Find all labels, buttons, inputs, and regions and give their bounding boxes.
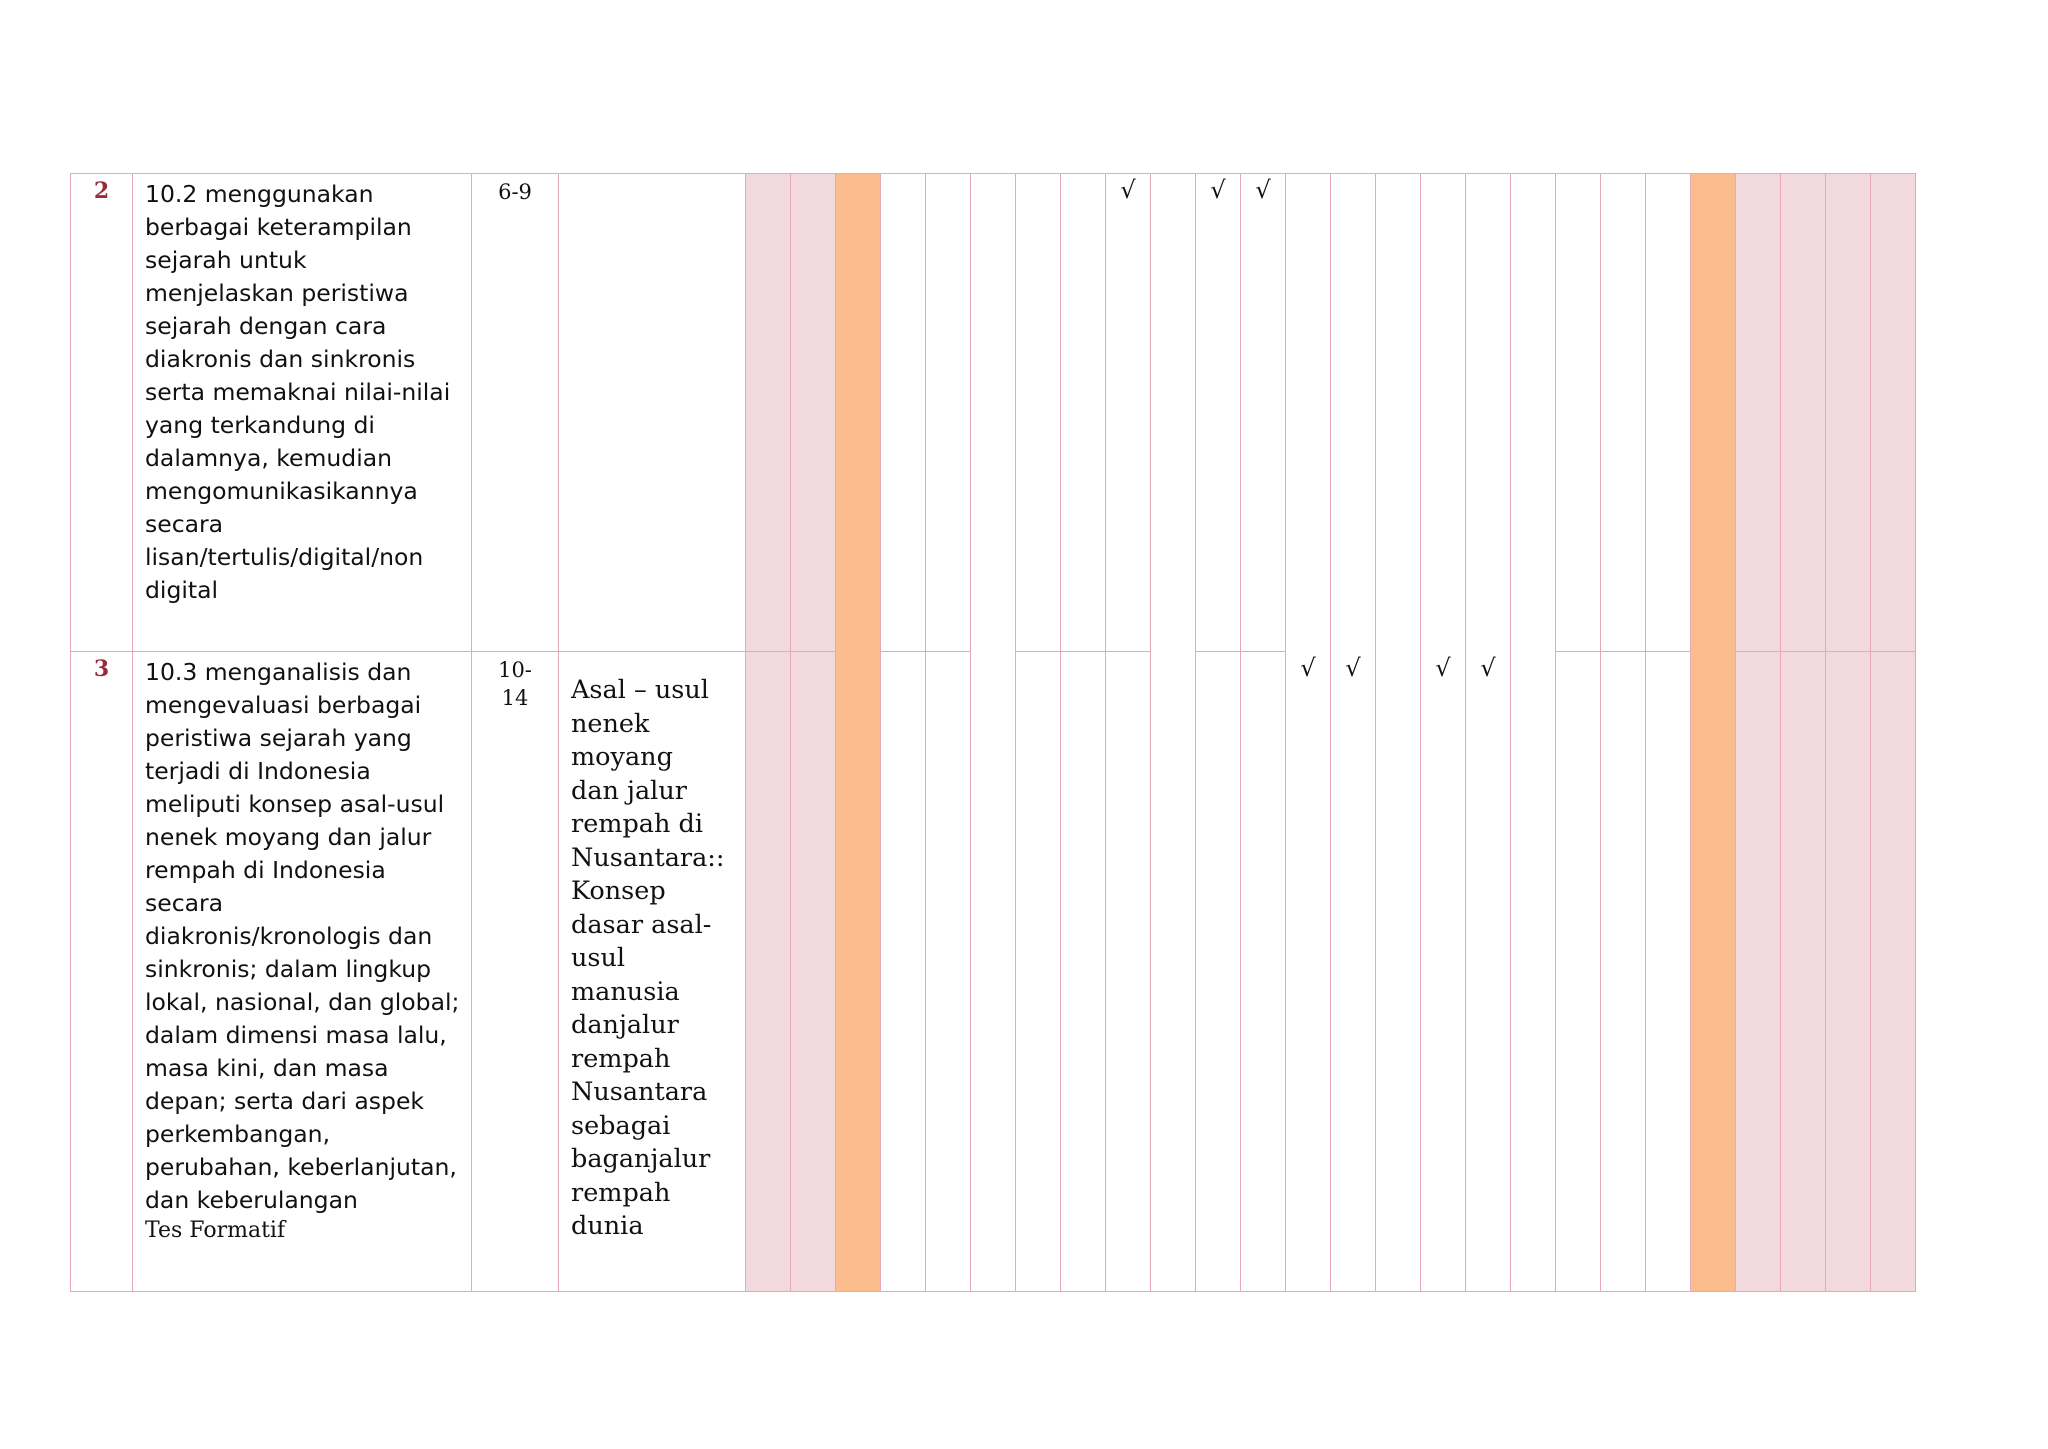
material-cell: Asal – usul nenek moyang dan jalur rempah di Nusantara:: Konsep dasar asal- usul manusia danjalur rempah Nusantara sebagai baganjalur rempah dunia [559, 652, 746, 1292]
check-cell [971, 174, 1016, 652]
pink-column [1826, 174, 1871, 652]
pink-column [791, 174, 836, 652]
pink-column [791, 652, 836, 1292]
check-cell [1556, 652, 1601, 1292]
check-cell [1241, 652, 1286, 1292]
check-cell [1016, 652, 1061, 1292]
check-cell [1151, 652, 1196, 1292]
orange-column [836, 174, 881, 652]
pink-column [1871, 174, 1916, 652]
pink-column [1781, 652, 1826, 1292]
pink-column [1736, 174, 1781, 652]
assessment-table [70, 173, 1916, 1292]
check-cell [1376, 174, 1421, 652]
lesson-hours: 6-9 [472, 174, 559, 652]
row-number: 2 [71, 174, 133, 652]
competency-subtext: Tes Formatif [145, 1218, 286, 1243]
pink-column [746, 652, 791, 1292]
pink-column [746, 174, 791, 652]
check-cell [1196, 652, 1241, 1292]
check-cell [1466, 174, 1511, 652]
check-cell: √ [1286, 652, 1331, 1292]
check-cell [1016, 174, 1061, 652]
competency-text: 10.2 menggunakan berbagai keterampilan sejarah untuk menjelaskan peristiwa sejarah dengan cara diakronis dan sinkronis serta memaknai nilai-nilai yang terkandung di dalamnya, kemudian mengomunikasikannya secara lisan/tertulis/digital/non digital [145, 180, 451, 604]
check-cell: √ [1331, 652, 1376, 1292]
competency-text: 10.3 menganalisis dan mengevaluasi berbagai peristiwa sejarah yang terjadi di Indonesia meliputi konsep asal-usul nenek moyang dan jalur rempah di Indonesia secara diakronis/kronologis dan sinkronis; dalam lingkup lokal, nasional, dan global; dalam dimensi masa lalu, masa kini, dan masa depan; serta dari aspek perkembangan, perubahan, keberlanjutan, dan keberulangan [145, 658, 460, 1214]
check-cell [1061, 652, 1106, 1292]
check-cell [926, 652, 971, 1292]
check-cell [1646, 174, 1691, 652]
material-cell [559, 174, 746, 652]
check-cell [1106, 652, 1151, 1292]
check-cell: √ [1196, 174, 1241, 652]
check-cell [1601, 174, 1646, 652]
check-cell: √ [1241, 174, 1286, 652]
check-cell [1556, 174, 1601, 652]
orange-column [836, 652, 881, 1292]
competency-cell [133, 174, 472, 652]
check-cell: √ [1466, 652, 1511, 1292]
row-number: 3 [71, 652, 133, 1292]
check-cell [1646, 652, 1691, 1292]
check-cell [1061, 174, 1106, 652]
lesson-hours: 10- 14 [472, 652, 559, 1292]
check-cell [1376, 652, 1421, 1292]
competency-cell [133, 652, 472, 1292]
check-cell [1601, 652, 1646, 1292]
check-cell [971, 652, 1016, 1292]
check-cell: √ [1421, 652, 1466, 1292]
table-row [71, 652, 1916, 1292]
check-cell [1511, 652, 1556, 1292]
pink-column [1781, 174, 1826, 652]
check-cell [881, 174, 926, 652]
check-cell [926, 174, 971, 652]
check-cell [1331, 174, 1376, 652]
orange-column [1691, 174, 1736, 652]
check-cell: √ [1106, 174, 1151, 652]
check-cell [881, 652, 926, 1292]
assessment-table-wrapper [70, 173, 1916, 1292]
check-cell [1151, 174, 1196, 652]
orange-column [1691, 652, 1736, 1292]
check-cell [1286, 174, 1331, 652]
pink-column [1736, 652, 1781, 1292]
pink-column [1871, 652, 1916, 1292]
check-cell [1421, 174, 1466, 652]
pink-column [1826, 652, 1871, 1292]
table-row [71, 174, 1916, 652]
check-cell [1511, 174, 1556, 652]
